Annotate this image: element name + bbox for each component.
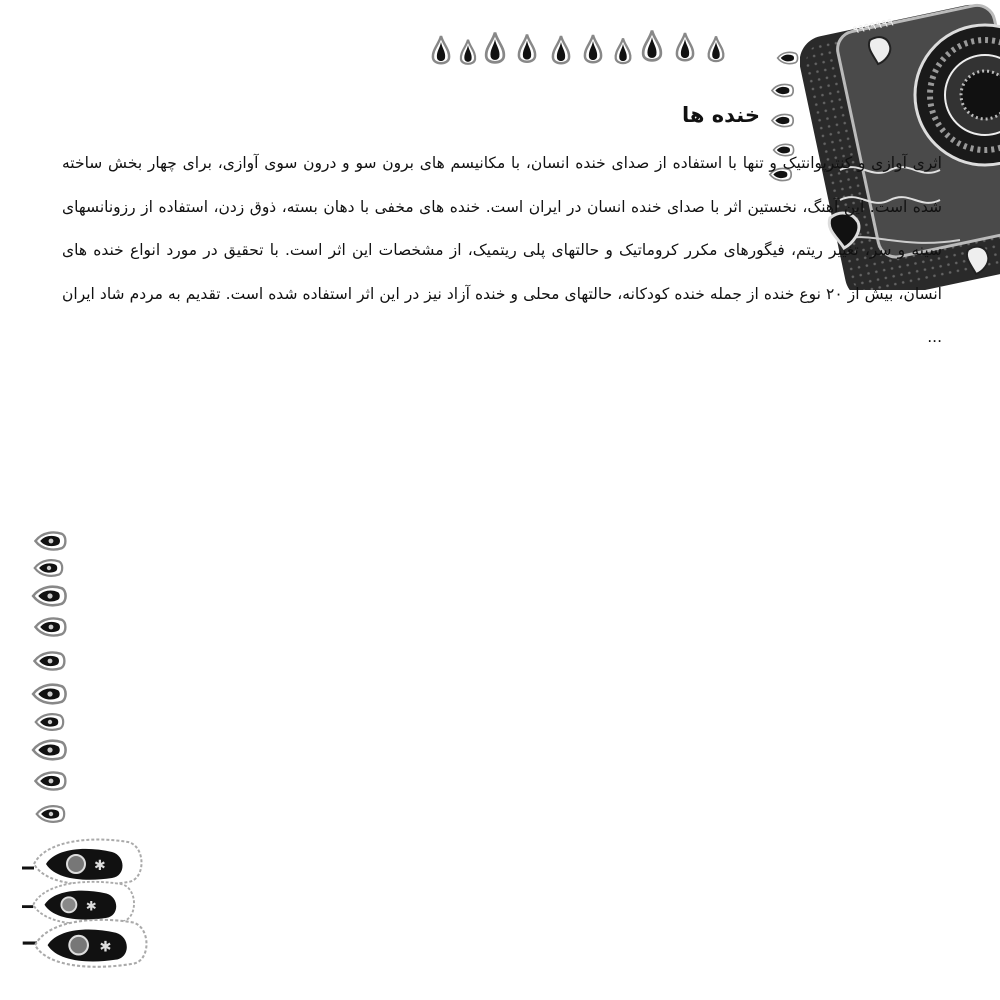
- sideways-drop-icon: [32, 711, 68, 733]
- sideways-drop-icon: [34, 803, 68, 825]
- drop-ornament-icon: [483, 30, 507, 68]
- artwork-numerals: ۹۹۹۹۹۹۹: [851, 15, 895, 37]
- drop-ornament-icon: [640, 28, 664, 66]
- drop-ornament-icon: [430, 34, 452, 68]
- article-title: خنده ها: [682, 103, 760, 127]
- drop-ornament-icon: [582, 32, 604, 68]
- drop-ornament-icon: [550, 34, 572, 68]
- svg-text:✱: ✱: [85, 899, 97, 915]
- paisley-ornament-icon: [22, 912, 156, 970]
- sideways-drop-icon: [30, 737, 70, 763]
- svg-text:✱: ✱: [94, 858, 106, 874]
- top-drop-ornament-row: [420, 28, 740, 72]
- drop-ornament-icon: [458, 38, 478, 68]
- sideways-drop-icon: [776, 50, 800, 66]
- left-drop-ornament-column: [28, 525, 78, 825]
- sideways-drop-icon: [32, 615, 70, 639]
- sideways-drop-icon: [32, 557, 66, 579]
- sideways-drop-icon: [770, 112, 796, 129]
- sideways-drop-icon: [32, 649, 68, 673]
- large-paisley-cluster: [22, 832, 162, 972]
- drop-ornament-icon: [516, 32, 538, 67]
- svg-text:✱: ✱: [99, 939, 112, 956]
- sideways-drop-icon: [770, 82, 796, 99]
- drop-ornament-icon: [613, 36, 633, 68]
- sideways-drop-icon: [30, 583, 70, 609]
- sideways-drop-icon: [30, 681, 70, 707]
- sideways-drop-icon: [32, 529, 70, 553]
- drop-ornament-icon: [706, 34, 726, 66]
- drop-ornament-icon: [674, 30, 696, 66]
- sideways-drop-icon: [32, 769, 70, 793]
- article-body: اثری آوازی و کنترپوانتیک و تنها با استفاده از صدای خنده انسان، با مکانیسم های برون سو و درون سوی آوازی، برای چهار بخش ساخته شده است. این آهنگ، نخستین اثر با صدای خنده انسان در ایران است. خنده های مخفی با دهان بسته، ذوق زدن، استفاده از رزونانسهای سینه و سر، تغییر ریتم، فیگورهای مکرر کروماتیک و حالتهای پلی ریتمیک، از مشخصات این اثر است. با تحقیق در مورد انواع خنده های انسان، بیش از ۲۰ نوع خنده از جمله خنده کودکانه، حالتهای محلی و خنده آزاد نیز در این اثر استفاده شده است. تقدیم به مردم شاد ایران ...: [62, 154, 942, 346]
